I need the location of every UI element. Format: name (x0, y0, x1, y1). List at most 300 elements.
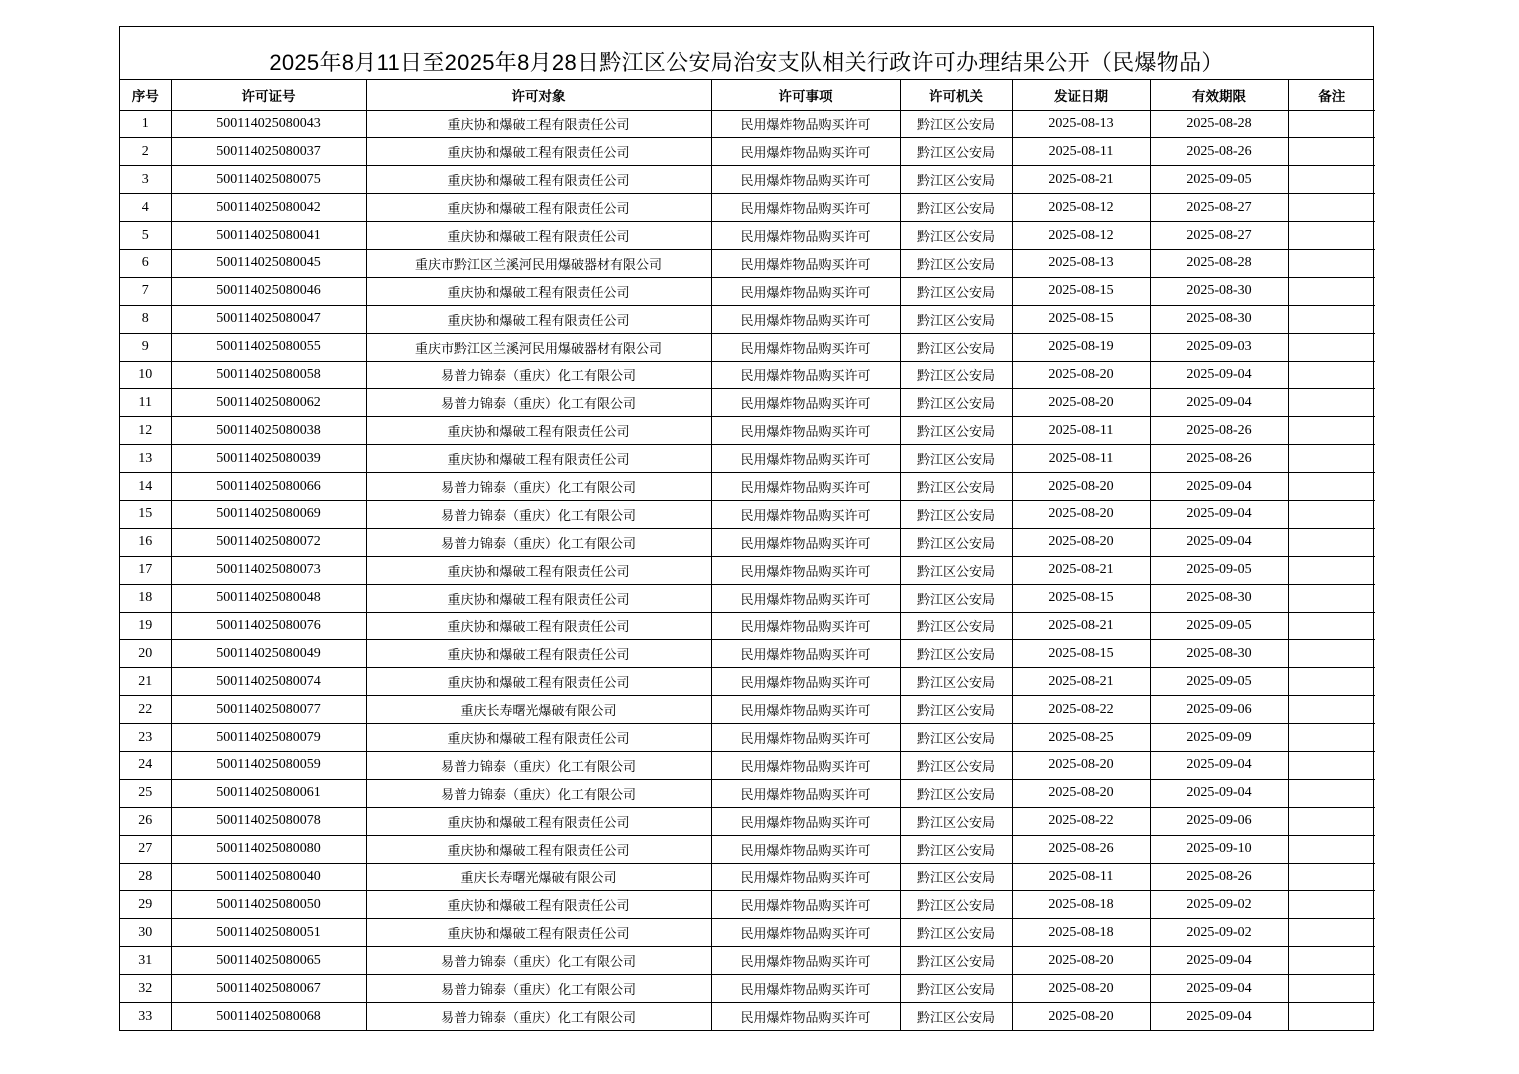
permit-holder-cell: 易普力锦泰（重庆）化工有限公司 (366, 1003, 711, 1031)
permit-holder-cell: 易普力锦泰（重庆）化工有限公司 (366, 500, 711, 528)
index-cell: 25 (120, 779, 171, 807)
permit-item-cell: 民用爆炸物品购买许可 (711, 500, 900, 528)
index-cell: 20 (120, 640, 171, 668)
permit-holder-cell: 重庆协和爆破工程有限责任公司 (366, 305, 711, 333)
issue-date-cell: 2025-08-15 (1012, 305, 1150, 333)
permit-item-cell: 民用爆炸物品购买许可 (711, 556, 900, 584)
valid-until-cell: 2025-08-27 (1150, 222, 1288, 250)
permit-holder-cell: 易普力锦泰（重庆）化工有限公司 (366, 947, 711, 975)
issuing-authority-cell: 黔江区公安局 (900, 305, 1012, 333)
permit-number-cell: 500114025080078 (171, 807, 366, 835)
index-cell: 2 (120, 138, 171, 166)
remarks-cell (1288, 333, 1375, 361)
permit-number-cell: 500114025080067 (171, 975, 366, 1003)
remarks-cell (1288, 556, 1375, 584)
remarks-cell (1288, 724, 1375, 752)
remarks-cell (1288, 473, 1375, 501)
issuing-authority-cell: 黔江区公安局 (900, 138, 1012, 166)
permit-holder-cell: 重庆协和爆破工程有限责任公司 (366, 835, 711, 863)
valid-until-cell: 2025-09-04 (1150, 975, 1288, 1003)
permit-holder-cell: 易普力锦泰（重庆）化工有限公司 (366, 473, 711, 501)
issuing-authority-cell: 黔江区公安局 (900, 473, 1012, 501)
valid-until-cell: 2025-09-06 (1150, 696, 1288, 724)
issuing-authority-cell: 黔江区公安局 (900, 1003, 1012, 1031)
permit-holder-cell: 重庆长寿曙光爆破有限公司 (366, 863, 711, 891)
remarks-cell (1288, 975, 1375, 1003)
table-row (120, 361, 1375, 389)
permit-holder-cell: 重庆协和爆破工程有限责任公司 (366, 138, 711, 166)
issue-date-cell: 2025-08-15 (1012, 277, 1150, 305)
issuing-authority-cell: 黔江区公安局 (900, 724, 1012, 752)
table-row (120, 166, 1375, 194)
table-row (120, 473, 1375, 501)
index-cell: 17 (120, 556, 171, 584)
issuing-authority-cell: 黔江区公安局 (900, 640, 1012, 668)
permit-holder-cell: 重庆协和爆破工程有限责任公司 (366, 668, 711, 696)
remarks-cell (1288, 389, 1375, 417)
remarks-cell (1288, 640, 1375, 668)
column-header-permit-number: 许可证号 (171, 80, 366, 110)
index-cell: 23 (120, 724, 171, 752)
remarks-cell (1288, 277, 1375, 305)
permit-number-cell: 500114025080058 (171, 361, 366, 389)
permit-item-cell: 民用爆炸物品购买许可 (711, 668, 900, 696)
permit-holder-cell: 易普力锦泰（重庆）化工有限公司 (366, 361, 711, 389)
issuing-authority-cell: 黔江区公安局 (900, 417, 1012, 445)
permit-item-cell: 民用爆炸物品购买许可 (711, 947, 900, 975)
issue-date-cell: 2025-08-13 (1012, 110, 1150, 138)
issue-date-cell: 2025-08-13 (1012, 249, 1150, 277)
permit-holder-cell: 重庆协和爆破工程有限责任公司 (366, 640, 711, 668)
permit-holder-cell: 重庆协和爆破工程有限责任公司 (366, 891, 711, 919)
issuing-authority-cell: 黔江区公安局 (900, 445, 1012, 473)
permit-holder-cell: 重庆协和爆破工程有限责任公司 (366, 417, 711, 445)
remarks-cell (1288, 500, 1375, 528)
index-cell: 31 (120, 947, 171, 975)
issue-date-cell: 2025-08-26 (1012, 835, 1150, 863)
table-row (120, 584, 1375, 612)
column-header-issue-date: 发证日期 (1012, 80, 1150, 110)
index-cell: 12 (120, 417, 171, 445)
index-cell: 18 (120, 584, 171, 612)
permit-number-cell: 500114025080072 (171, 528, 366, 556)
remarks-cell (1288, 919, 1375, 947)
table-row (120, 779, 1375, 807)
issue-date-cell: 2025-08-20 (1012, 389, 1150, 417)
remarks-cell (1288, 807, 1375, 835)
issuing-authority-cell: 黔江区公安局 (900, 863, 1012, 891)
issue-date-cell: 2025-08-20 (1012, 975, 1150, 1003)
permit-holder-cell: 重庆协和爆破工程有限责任公司 (366, 612, 711, 640)
permit-number-cell: 500114025080051 (171, 919, 366, 947)
permit-number-cell: 500114025080080 (171, 835, 366, 863)
valid-until-cell: 2025-09-04 (1150, 473, 1288, 501)
issue-date-cell: 2025-08-20 (1012, 361, 1150, 389)
valid-until-cell: 2025-09-04 (1150, 751, 1288, 779)
table-row (120, 696, 1375, 724)
issuing-authority-cell: 黔江区公安局 (900, 975, 1012, 1003)
column-header-permit-holder: 许可对象 (366, 80, 711, 110)
permit-holder-cell: 重庆协和爆破工程有限责任公司 (366, 584, 711, 612)
issue-date-cell: 2025-08-11 (1012, 138, 1150, 166)
permit-holder-cell: 重庆协和爆破工程有限责任公司 (366, 222, 711, 250)
index-cell: 26 (120, 807, 171, 835)
valid-until-cell: 2025-09-02 (1150, 891, 1288, 919)
remarks-cell (1288, 222, 1375, 250)
index-cell: 4 (120, 194, 171, 222)
valid-until-cell: 2025-08-30 (1150, 277, 1288, 305)
permit-number-cell: 500114025080045 (171, 249, 366, 277)
permit-item-cell: 民用爆炸物品购买许可 (711, 305, 900, 333)
remarks-cell (1288, 696, 1375, 724)
table-row (120, 222, 1375, 250)
permit-number-cell: 500114025080061 (171, 779, 366, 807)
issuing-authority-cell: 黔江区公安局 (900, 751, 1012, 779)
table-row (120, 110, 1375, 138)
index-cell: 10 (120, 361, 171, 389)
issue-date-cell: 2025-08-22 (1012, 807, 1150, 835)
table-row (120, 835, 1375, 863)
valid-until-cell: 2025-08-28 (1150, 110, 1288, 138)
permit-number-cell: 500114025080075 (171, 166, 366, 194)
remarks-cell (1288, 110, 1375, 138)
issue-date-cell: 2025-08-12 (1012, 222, 1150, 250)
column-header-remarks: 备注 (1288, 80, 1375, 110)
index-cell: 19 (120, 612, 171, 640)
remarks-cell (1288, 668, 1375, 696)
table-row (120, 305, 1375, 333)
permit-results-sheet (119, 26, 1374, 1031)
valid-until-cell: 2025-09-04 (1150, 389, 1288, 417)
table-row (120, 863, 1375, 891)
issue-date-cell: 2025-08-21 (1012, 556, 1150, 584)
index-cell: 8 (120, 305, 171, 333)
document-title: 2025年8月11日至2025年8月28日黔江区公安局治安支队相关行政许可办理结果公开（民爆物品） (120, 27, 1373, 80)
permit-item-cell: 民用爆炸物品购买许可 (711, 166, 900, 194)
valid-until-cell: 2025-08-26 (1150, 417, 1288, 445)
valid-until-cell: 2025-08-28 (1150, 249, 1288, 277)
valid-until-cell: 2025-08-26 (1150, 863, 1288, 891)
valid-until-cell: 2025-08-27 (1150, 194, 1288, 222)
table-row (120, 249, 1375, 277)
permit-holder-cell: 重庆协和爆破工程有限责任公司 (366, 277, 711, 305)
column-header-index: 序号 (120, 80, 171, 110)
remarks-cell (1288, 947, 1375, 975)
table-row (120, 389, 1375, 417)
valid-until-cell: 2025-09-03 (1150, 333, 1288, 361)
index-cell: 1 (120, 110, 171, 138)
remarks-cell (1288, 891, 1375, 919)
permit-number-cell: 500114025080076 (171, 612, 366, 640)
permit-item-cell: 民用爆炸物品购买许可 (711, 333, 900, 361)
table-row (120, 417, 1375, 445)
permit-item-cell: 民用爆炸物品购买许可 (711, 696, 900, 724)
index-cell: 30 (120, 919, 171, 947)
valid-until-cell: 2025-08-26 (1150, 445, 1288, 473)
permit-item-cell: 民用爆炸物品购买许可 (711, 640, 900, 668)
permit-number-cell: 500114025080037 (171, 138, 366, 166)
permit-item-cell: 民用爆炸物品购买许可 (711, 194, 900, 222)
table-row (120, 891, 1375, 919)
valid-until-cell: 2025-09-04 (1150, 500, 1288, 528)
permit-item-cell: 民用爆炸物品购买许可 (711, 835, 900, 863)
permit-holder-cell: 重庆协和爆破工程有限责任公司 (366, 194, 711, 222)
issue-date-cell: 2025-08-11 (1012, 445, 1150, 473)
permit-holder-cell: 重庆市黔江区兰溪河民用爆破器材有限公司 (366, 333, 711, 361)
issuing-authority-cell: 黔江区公安局 (900, 277, 1012, 305)
permit-number-cell: 500114025080047 (171, 305, 366, 333)
permit-holder-cell: 重庆协和爆破工程有限责任公司 (366, 919, 711, 947)
column-header-valid-until: 有效期限 (1150, 80, 1288, 110)
permit-number-cell: 500114025080055 (171, 333, 366, 361)
permit-number-cell: 500114025080039 (171, 445, 366, 473)
permit-number-cell: 500114025080077 (171, 696, 366, 724)
permit-item-cell: 民用爆炸物品购买许可 (711, 919, 900, 947)
issuing-authority-cell: 黔江区公安局 (900, 584, 1012, 612)
valid-until-cell: 2025-09-05 (1150, 166, 1288, 194)
permit-number-cell: 500114025080046 (171, 277, 366, 305)
issuing-authority-cell: 黔江区公安局 (900, 835, 1012, 863)
permit-number-cell: 500114025080049 (171, 640, 366, 668)
table-row (120, 807, 1375, 835)
index-cell: 24 (120, 751, 171, 779)
permit-number-cell: 500114025080040 (171, 863, 366, 891)
issue-date-cell: 2025-08-20 (1012, 779, 1150, 807)
permit-number-cell: 500114025080066 (171, 473, 366, 501)
remarks-cell (1288, 528, 1375, 556)
table-row (120, 333, 1375, 361)
permit-holder-cell: 重庆长寿曙光爆破有限公司 (366, 696, 711, 724)
valid-until-cell: 2025-08-30 (1150, 584, 1288, 612)
issue-date-cell: 2025-08-25 (1012, 724, 1150, 752)
table-row (120, 724, 1375, 752)
issuing-authority-cell: 黔江区公安局 (900, 947, 1012, 975)
permit-item-cell: 民用爆炸物品购买许可 (711, 277, 900, 305)
index-cell: 29 (120, 891, 171, 919)
table-row (120, 612, 1375, 640)
valid-until-cell: 2025-09-04 (1150, 1003, 1288, 1031)
remarks-cell (1288, 751, 1375, 779)
index-cell: 11 (120, 389, 171, 417)
issuing-authority-cell: 黔江区公安局 (900, 696, 1012, 724)
index-cell: 3 (120, 166, 171, 194)
column-header-issuing-authority: 许可机关 (900, 80, 1012, 110)
table-row (120, 668, 1375, 696)
issue-date-cell: 2025-08-20 (1012, 528, 1150, 556)
index-cell: 6 (120, 249, 171, 277)
index-cell: 15 (120, 500, 171, 528)
permit-number-cell: 500114025080065 (171, 947, 366, 975)
table-row (120, 919, 1375, 947)
issue-date-cell: 2025-08-20 (1012, 1003, 1150, 1031)
permit-holder-cell: 易普力锦泰（重庆）化工有限公司 (366, 779, 711, 807)
permit-item-cell: 民用爆炸物品购买许可 (711, 807, 900, 835)
permit-item-cell: 民用爆炸物品购买许可 (711, 751, 900, 779)
valid-until-cell: 2025-08-26 (1150, 138, 1288, 166)
table-row (120, 500, 1375, 528)
issuing-authority-cell: 黔江区公安局 (900, 556, 1012, 584)
permit-number-cell: 500114025080079 (171, 724, 366, 752)
permit-item-cell: 民用爆炸物品购买许可 (711, 417, 900, 445)
issue-date-cell: 2025-08-15 (1012, 584, 1150, 612)
index-cell: 32 (120, 975, 171, 1003)
issue-date-cell: 2025-08-21 (1012, 166, 1150, 194)
valid-until-cell: 2025-09-09 (1150, 724, 1288, 752)
table-row (120, 751, 1375, 779)
column-header-permit-item: 许可事项 (711, 80, 900, 110)
issuing-authority-cell: 黔江区公安局 (900, 361, 1012, 389)
permit-number-cell: 500114025080074 (171, 668, 366, 696)
index-cell: 16 (120, 528, 171, 556)
permit-holder-cell: 易普力锦泰（重庆）化工有限公司 (366, 389, 711, 417)
issuing-authority-cell: 黔江区公安局 (900, 249, 1012, 277)
table-row (120, 556, 1375, 584)
valid-until-cell: 2025-09-02 (1150, 919, 1288, 947)
table-body (120, 110, 1375, 1030)
permit-holder-cell: 易普力锦泰（重庆）化工有限公司 (366, 751, 711, 779)
issuing-authority-cell: 黔江区公安局 (900, 166, 1012, 194)
valid-until-cell: 2025-09-05 (1150, 556, 1288, 584)
table-row (120, 1003, 1375, 1031)
issuing-authority-cell: 黔江区公安局 (900, 779, 1012, 807)
table-row (120, 640, 1375, 668)
permit-number-cell: 500114025080043 (171, 110, 366, 138)
valid-until-cell: 2025-09-06 (1150, 807, 1288, 835)
permit-item-cell: 民用爆炸物品购买许可 (711, 779, 900, 807)
valid-until-cell: 2025-08-30 (1150, 305, 1288, 333)
table-row (120, 445, 1375, 473)
remarks-cell (1288, 166, 1375, 194)
table-row (120, 138, 1375, 166)
issuing-authority-cell: 黔江区公安局 (900, 110, 1012, 138)
remarks-cell (1288, 305, 1375, 333)
index-cell: 7 (120, 277, 171, 305)
issue-date-cell: 2025-08-21 (1012, 612, 1150, 640)
remarks-cell (1288, 612, 1375, 640)
permit-table (120, 80, 1375, 1030)
valid-until-cell: 2025-09-04 (1150, 947, 1288, 975)
permit-item-cell: 民用爆炸物品购买许可 (711, 863, 900, 891)
permit-item-cell: 民用爆炸物品购买许可 (711, 222, 900, 250)
table-row (120, 277, 1375, 305)
permit-holder-cell: 重庆协和爆破工程有限责任公司 (366, 556, 711, 584)
issue-date-cell: 2025-08-20 (1012, 947, 1150, 975)
permit-item-cell: 民用爆炸物品购买许可 (711, 975, 900, 1003)
permit-holder-cell: 重庆协和爆破工程有限责任公司 (366, 724, 711, 752)
permit-item-cell: 民用爆炸物品购买许可 (711, 584, 900, 612)
valid-until-cell: 2025-09-10 (1150, 835, 1288, 863)
index-cell: 21 (120, 668, 171, 696)
remarks-cell (1288, 863, 1375, 891)
permit-item-cell: 民用爆炸物品购买许可 (711, 249, 900, 277)
permit-item-cell: 民用爆炸物品购买许可 (711, 389, 900, 417)
index-cell: 5 (120, 222, 171, 250)
permit-item-cell: 民用爆炸物品购买许可 (711, 138, 900, 166)
valid-until-cell: 2025-09-04 (1150, 779, 1288, 807)
issuing-authority-cell: 黔江区公安局 (900, 807, 1012, 835)
index-cell: 13 (120, 445, 171, 473)
remarks-cell (1288, 835, 1375, 863)
permit-item-cell: 民用爆炸物品购买许可 (711, 361, 900, 389)
index-cell: 14 (120, 473, 171, 501)
permit-item-cell: 民用爆炸物品购买许可 (711, 724, 900, 752)
issue-date-cell: 2025-08-20 (1012, 473, 1150, 501)
remarks-cell (1288, 1003, 1375, 1031)
issuing-authority-cell: 黔江区公安局 (900, 891, 1012, 919)
valid-until-cell: 2025-09-05 (1150, 612, 1288, 640)
permit-item-cell: 民用爆炸物品购买许可 (711, 445, 900, 473)
issue-date-cell: 2025-08-15 (1012, 640, 1150, 668)
valid-until-cell: 2025-09-04 (1150, 528, 1288, 556)
permit-number-cell: 500114025080042 (171, 194, 366, 222)
issue-date-cell: 2025-08-19 (1012, 333, 1150, 361)
index-cell: 27 (120, 835, 171, 863)
issuing-authority-cell: 黔江区公安局 (900, 194, 1012, 222)
permit-number-cell: 500114025080048 (171, 584, 366, 612)
permit-holder-cell: 易普力锦泰（重庆）化工有限公司 (366, 975, 711, 1003)
issue-date-cell: 2025-08-20 (1012, 500, 1150, 528)
permit-item-cell: 民用爆炸物品购买许可 (711, 528, 900, 556)
header-row (120, 80, 1375, 110)
valid-until-cell: 2025-09-04 (1150, 361, 1288, 389)
issuing-authority-cell: 黔江区公安局 (900, 668, 1012, 696)
remarks-cell (1288, 445, 1375, 473)
issue-date-cell: 2025-08-11 (1012, 417, 1150, 445)
issuing-authority-cell: 黔江区公安局 (900, 500, 1012, 528)
remarks-cell (1288, 779, 1375, 807)
issue-date-cell: 2025-08-12 (1012, 194, 1150, 222)
valid-until-cell: 2025-09-05 (1150, 668, 1288, 696)
remarks-cell (1288, 194, 1375, 222)
permit-holder-cell: 重庆协和爆破工程有限责任公司 (366, 445, 711, 473)
permit-holder-cell: 重庆协和爆破工程有限责任公司 (366, 807, 711, 835)
permit-number-cell: 500114025080068 (171, 1003, 366, 1031)
permit-number-cell: 500114025080059 (171, 751, 366, 779)
table-row (120, 975, 1375, 1003)
issuing-authority-cell: 黔江区公安局 (900, 612, 1012, 640)
permit-number-cell: 500114025080038 (171, 417, 366, 445)
index-cell: 28 (120, 863, 171, 891)
permit-item-cell: 民用爆炸物品购买许可 (711, 473, 900, 501)
remarks-cell (1288, 138, 1375, 166)
permit-number-cell: 500114025080050 (171, 891, 366, 919)
permit-holder-cell: 重庆市黔江区兰溪河民用爆破器材有限公司 (366, 249, 711, 277)
table-row (120, 194, 1375, 222)
issuing-authority-cell: 黔江区公安局 (900, 528, 1012, 556)
remarks-cell (1288, 361, 1375, 389)
index-cell: 9 (120, 333, 171, 361)
permit-item-cell: 民用爆炸物品购买许可 (711, 612, 900, 640)
issuing-authority-cell: 黔江区公安局 (900, 919, 1012, 947)
issue-date-cell: 2025-08-18 (1012, 891, 1150, 919)
permit-holder-cell: 重庆协和爆破工程有限责任公司 (366, 110, 711, 138)
issuing-authority-cell: 黔江区公安局 (900, 222, 1012, 250)
permit-item-cell: 民用爆炸物品购买许可 (711, 1003, 900, 1031)
permit-number-cell: 500114025080062 (171, 389, 366, 417)
valid-until-cell: 2025-08-30 (1150, 640, 1288, 668)
issuing-authority-cell: 黔江区公安局 (900, 389, 1012, 417)
issue-date-cell: 2025-08-18 (1012, 919, 1150, 947)
permit-number-cell: 500114025080041 (171, 222, 366, 250)
remarks-cell (1288, 584, 1375, 612)
issue-date-cell: 2025-08-20 (1012, 751, 1150, 779)
permit-holder-cell: 易普力锦泰（重庆）化工有限公司 (366, 528, 711, 556)
table-row (120, 528, 1375, 556)
permit-holder-cell: 重庆协和爆破工程有限责任公司 (366, 166, 711, 194)
issue-date-cell: 2025-08-22 (1012, 696, 1150, 724)
issue-date-cell: 2025-08-11 (1012, 863, 1150, 891)
permit-number-cell: 500114025080073 (171, 556, 366, 584)
